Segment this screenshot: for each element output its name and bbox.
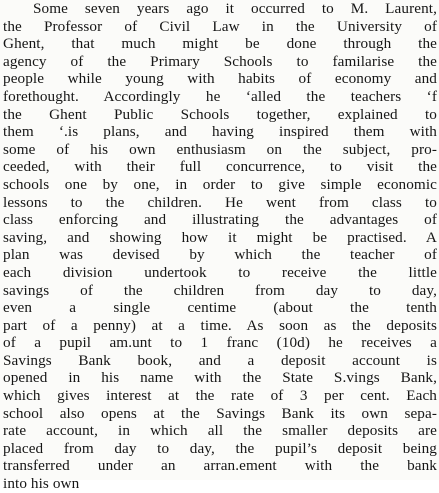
text-line: forethought. Accordingly he ‘alled the teachers ‘f xyxy=(3,87,437,105)
text-line: Ghent, that much might be done through the xyxy=(3,35,437,53)
text-line: the Professor of Civil Law in the University of xyxy=(3,17,437,35)
text-line: into his own xyxy=(3,475,80,493)
text-line: even a single centime (about the tenth xyxy=(3,299,437,317)
text-line: Savings Bank book, and a deposit account is xyxy=(3,351,437,369)
text-line: agency of the Primary Schools to familarise the xyxy=(3,52,437,70)
text-line: part of a penny) at a time. As soon as the deposits xyxy=(3,316,437,334)
text-line: transferred under an arran.ement with the bank xyxy=(3,457,437,475)
text-line: each division undertook to receive the little xyxy=(3,263,437,281)
text-line: ceeded, with their full concurrence, to visit the xyxy=(3,158,437,176)
text-line: class enforcing and illustrating the advantages of xyxy=(3,211,437,229)
text-line: them ‘.is plans, and having inspired them with xyxy=(3,123,437,141)
text-line: lessons to the children. He went from class to xyxy=(3,193,437,211)
text-line: opened in his name with the State S.vings Bank, xyxy=(3,369,437,387)
text-line: of a pupil am.unt to 1 franc (10d) he receives a xyxy=(3,334,437,352)
text-line: which gives interest at the rate of 3 per cent. Each xyxy=(3,387,437,405)
text-line: placed from day to day, the pupil’s deposit being xyxy=(3,439,437,457)
text-line: Some seven years ago it occurred to M. Laurent, xyxy=(33,0,437,17)
text-line: plan was devised by which the teacher of xyxy=(3,246,437,264)
text-line: school also opens at the Savings Bank its own sepa- xyxy=(3,404,437,422)
text-line: rate account, in which all the smaller deposits are xyxy=(3,422,437,440)
text-line: saving, and showing how it might be practised. A xyxy=(3,228,437,246)
text-line: some of his own enthusiasm on the subject, pro- xyxy=(3,140,437,158)
text-line: schools one by one, in order to give simple economic xyxy=(3,175,437,193)
text-line: savings of the children from day to day, xyxy=(3,281,437,299)
article-column xyxy=(3,0,437,493)
text-line: the Ghent Public Schools together, explained to xyxy=(3,105,437,123)
text-line: people while young with habits of economy and xyxy=(3,70,437,88)
